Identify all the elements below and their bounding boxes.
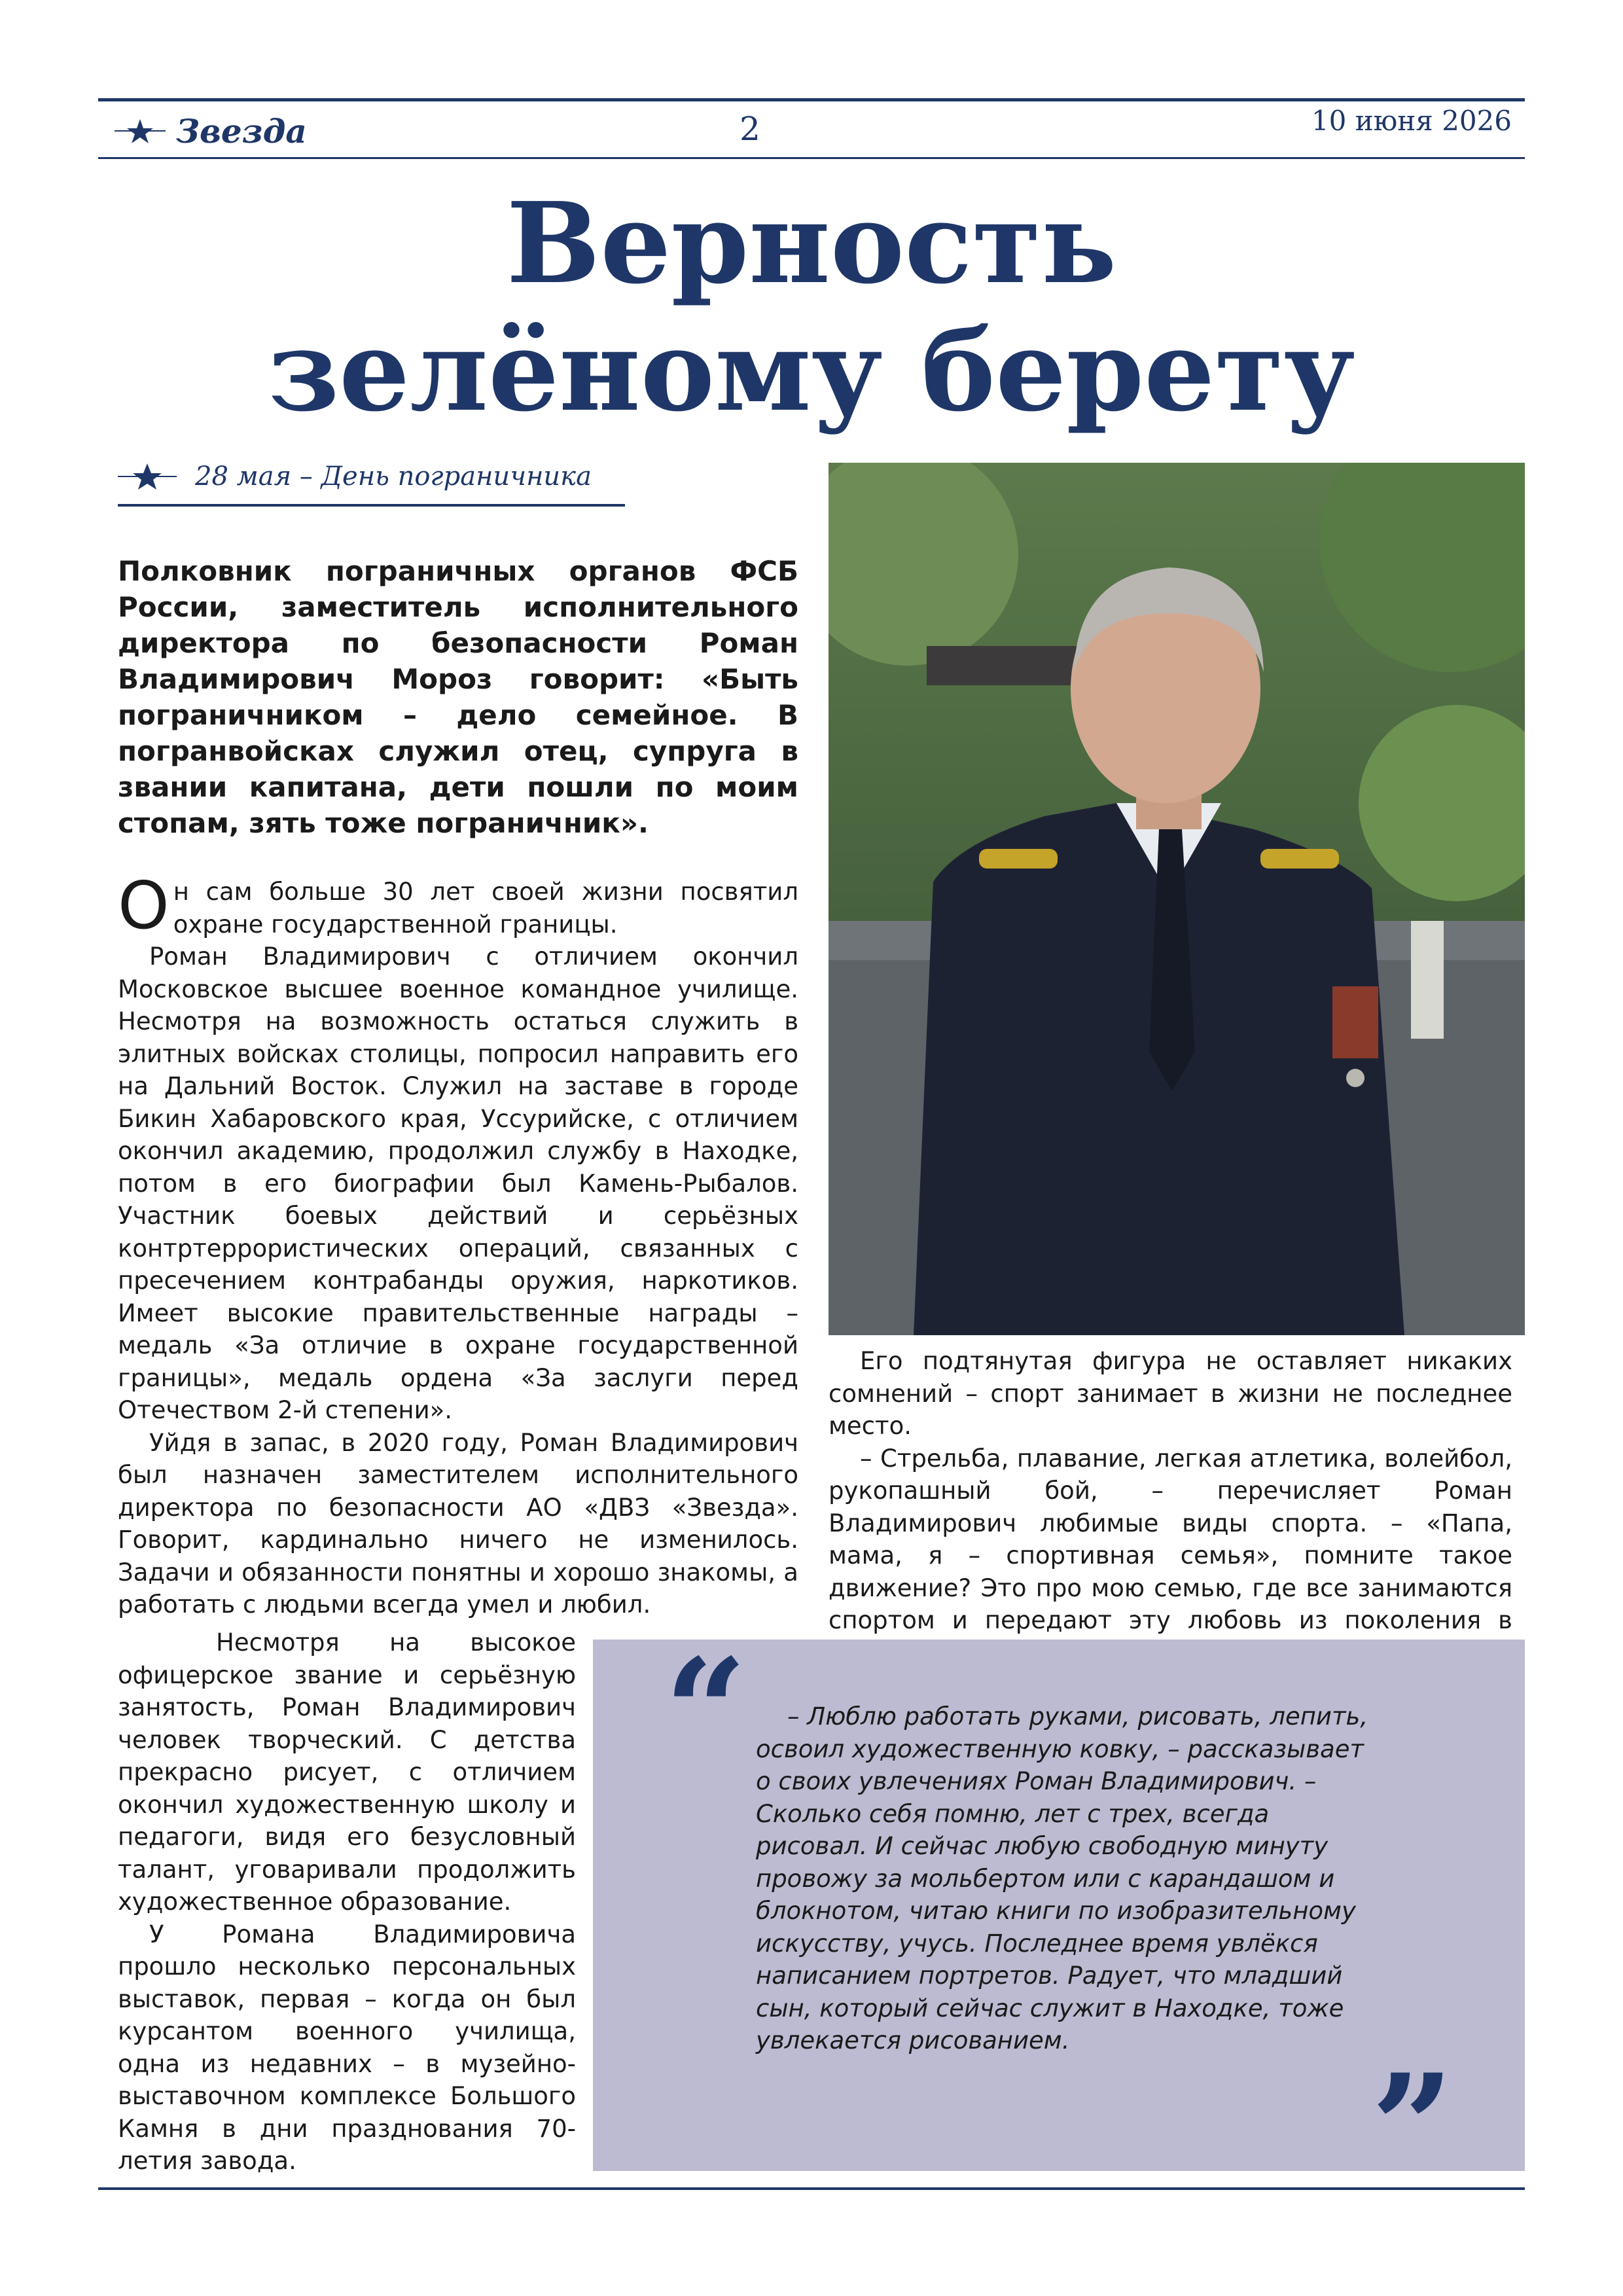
masthead	[115, 111, 307, 151]
article-column-1-continued	[118, 1626, 576, 2178]
publication-name: Звезда	[176, 111, 307, 151]
headline-line-1: Верность	[506, 178, 1117, 309]
paragraph-4: Несмотря на высокое офицерское звание и серьёзную занятость, Роман Владимирович человек творческий. С детства прекрасно рисует, с отличием окончил художественную школу и педагоги, видя его безусловный талант, уговаривали продолжить художественное образование.	[118, 1628, 576, 1916]
kicker	[118, 457, 592, 496]
header-rule	[98, 157, 1525, 159]
headline-line-2: зелёному берету	[268, 306, 1355, 437]
page-number: 2	[740, 110, 760, 148]
paragraph-7: – Стрельба, плавание, легкая атлетика, волейбол, рукопашный бой, – перечисляет Роман Владимирович любимые виды спорта. – «Папа, мама, я – спортивная семья», помните такое движение? Это про мою семью, где все занимаются спортом и передают эту любовь из поколения в	[829, 1444, 1512, 1634]
drop-cap: О	[118, 867, 169, 944]
article-column-2	[829, 1345, 1512, 1669]
headline	[98, 180, 1525, 435]
paragraph-1	[118, 867, 798, 944]
paragraph-2: Роман Владимирович с отличием окончил Московское высшее военное командное училище. Несмотря на возможность остаться служить в элитных войсках столицы, попросил направить его на Дальний Восток. Служил на заставе в городе Бикин Хабаровского края, Уссурийске, с отличием окончил академию, продолжил службу в Находке, потом в его биографии был Камень-Рыбалов. Участник боевых действий и серьёзных контртеррористических операций, связанных с пресечением контрабанды оружия, наркотиков. Имеет высокие правительственные награды – медаль «За отличие в охране государственной границы», медаль ордена «За заслуги перед Отечеством 2-й степени».	[118, 942, 798, 1424]
kicker-text: 28 мая – День пограничника	[195, 461, 592, 492]
issue-date: 10 июня 2026	[1311, 105, 1512, 137]
quote-close-mark: ”	[1371, 2042, 1454, 2212]
paragraph-3: Уйдя в запас, в 2020 году, Роман Владимирович был назначен заместителем исполнительного директора по безопасности АО «ДВЗ «Звезда». Говорит, кардинально ничего не изменилось. Задачи и обязанности понятны и хорошо знакомы, а работать с людьми всегда умел и любил.	[118, 1428, 798, 1619]
paragraph-6: Его подтянутая фигура не оставляет никаких сомнений – спорт занимает в жизни не последнее место.	[829, 1347, 1512, 1440]
pull-quote-text: – Люблю работать руками, рисовать, лепить, освоил художественную ковку, – рассказывает о своих увлечениях Роман Владимирович. – Сколько себя помню, лет с трех, всегда рисовал. И сейчас любую свободную минуту провожу за мольбертом или с карандашом и блокнотом, читаю книги по изобразительному искусству, учусь. Последнее время увлёкся написанием портретов. Радует, что младший сын, который сейчас служит в Находке, тоже увлекается рисованием.	[756, 1702, 1368, 2054]
lead-paragraph: Полковник пограничных органов ФСБ России, заместитель исполнительного директора по безопасности Роман Владимирович Мороз говорит: «Быть пограничником – дело семейное. В погранвойсках служил отец, супруга в звании капитана, дети пошли по моим стопам, зять тоже пограничник».	[118, 555, 798, 839]
paragraph-1-text: н сам больше 30 лет своей жизни посвятил охране государственной границы.	[173, 878, 798, 939]
paragraph-5: У Романа Владимировича прошло несколько персональных выставок, первая – когда он был курсантом военного училища, одна из недавних – в музейно-выставочном комплексе Большого Камня в дни празднования 70-летия завода.	[118, 1920, 576, 2175]
star-icon	[115, 118, 166, 144]
kicker-rule	[118, 504, 625, 507]
article-column-1	[118, 867, 798, 1621]
top-rule	[98, 98, 1525, 101]
portrait-photo	[829, 463, 1525, 1335]
star-icon	[118, 462, 177, 491]
pull-quote	[756, 1700, 1378, 2057]
quote-open-mark: “	[664, 1626, 747, 1796]
bottom-rule	[98, 2187, 1525, 2190]
